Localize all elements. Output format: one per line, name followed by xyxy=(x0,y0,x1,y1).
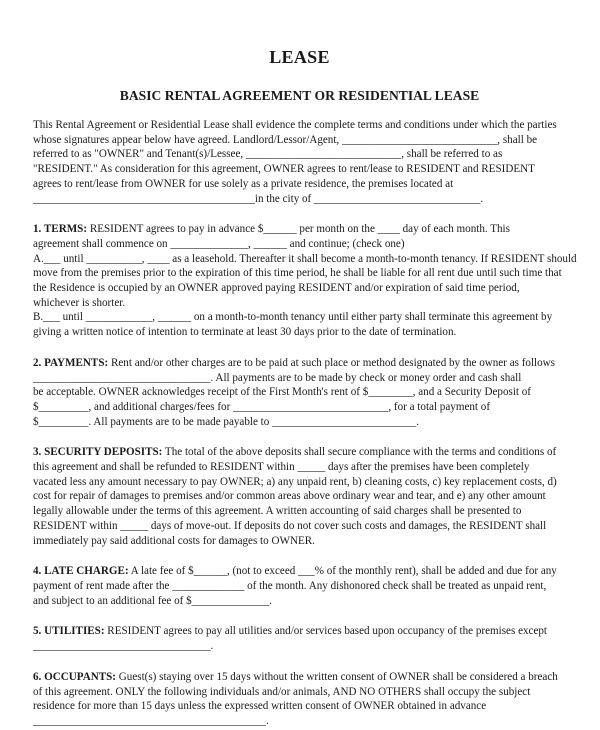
section-line: __________________________________________. xyxy=(33,714,269,727)
intro-line: whose signatures appear below have agreed. Landlord/Lessor/Agent, ____________________________, shall be xyxy=(33,133,538,146)
section-utilities xyxy=(33,624,566,653)
section-line: RESIDENT within _____ days of move-out. If deposits do not cover such costs and damages, the RESIDENT shall xyxy=(33,519,547,532)
section-first-line xyxy=(33,222,566,237)
section-line: B.___ until ____________, ______ on a month-to-month tenancy until either party shall terminate this agreement by xyxy=(33,311,553,324)
section-text: The total of the above deposits shall secure compliance with the terms and conditions of xyxy=(162,446,557,459)
document-subtitle: BASIC RENTAL AGREEMENT OR RESIDENTIAL LEASE xyxy=(119,88,480,103)
section-line: $_________, and additional charges/fees for ____________________________, for a total payment of xyxy=(33,400,491,413)
intro-line: ________________________________________in the city of ______________________________. xyxy=(33,192,484,205)
section-payments xyxy=(33,356,566,430)
section-text: A late fee of $______, (not to exceed ___% of the monthly rent), shall be added and due for any xyxy=(128,565,557,578)
document-title: LEASE xyxy=(269,47,330,67)
section-heading: 2. PAYMENTS: xyxy=(33,356,109,369)
section-line: of this agreement. ONLY the following individuals and/or animals, AND NO OTHERS shall occupy the subject xyxy=(33,685,531,698)
section-line: this agreement and shall be refunded to RESIDENT within _____ days after the premises have been completely xyxy=(33,461,530,474)
section-line: agreement shall commence on ______________, ______ and continue; (check one) xyxy=(33,237,405,250)
section-heading: 6. OCCUPANTS: xyxy=(33,670,116,683)
section-line: vacated less any amount necessary to pay OWNER; a) any unpaid rent, b) cleaning costs, c) key replacement costs, d) xyxy=(33,475,557,488)
section-occupants xyxy=(33,670,566,729)
section-heading: 5. UTILITIES: xyxy=(33,625,105,638)
section-line: and subject to an additional fee of $______________. xyxy=(33,594,273,607)
section-line: legally allowable under the terms of this agreement. A written accounting of said charges shall be presented to xyxy=(33,505,522,518)
section-first-line xyxy=(33,445,566,460)
section-line: be acceptable. OWNER acknowledges receipt of the First Month's rent of $________, and a Security Deposit of xyxy=(33,386,531,399)
intro-paragraph xyxy=(33,118,566,206)
intro-line: "RESIDENT." As consideration for this agreement, OWNER agrees to rent/lease to RESIDENT and RESIDENT xyxy=(33,163,535,176)
section-line: whichever is shorter. xyxy=(33,296,126,309)
section-late-charge xyxy=(33,564,566,608)
section-line: A.___ until __________, ____ as a leasehold. Thereafter it shall become a month-to-month tenancy. If RESIDENT should xyxy=(33,252,577,265)
section-text: Rent and/or other charges are to be paid at such place or method designated by the owner as follows xyxy=(108,356,555,369)
section-first-line xyxy=(33,624,566,639)
section-heading: 4. LATE CHARGE: xyxy=(33,565,129,578)
intro-line: This Rental Agreement or Residential Lease shall evidence the complete terms and conditions under which the parties xyxy=(33,119,557,131)
section-line: ________________________________. All payments are to be made by check or money order and cash shall xyxy=(33,371,522,384)
section-line: giving a written notice of intention to terminate at least 30 days prior to the date of termination. xyxy=(33,326,457,339)
section-line: immediately pay said additional costs for damages to OWNER. xyxy=(33,534,315,547)
section-line: $_________. All payments are to be made payable to __________________________. xyxy=(33,415,420,428)
section-heading: 3. SECURITY DEPOSITS: xyxy=(33,446,163,459)
section-security-deposits xyxy=(33,445,566,548)
section-line: cost for repair of damages to premises and/or common areas above ordinary wear and tear, and e) any other amount xyxy=(33,490,546,503)
section-text: RESIDENT agrees to pay all utilities and/or services based upon occupancy of the premises except xyxy=(104,625,548,638)
section-terms xyxy=(33,222,577,340)
section-first-line xyxy=(33,356,566,371)
section-text: RESIDENT agrees to pay in advance $______ per month on the ____ day of each month. This xyxy=(87,223,510,236)
section-line: residence for more than 15 days unless the expressed written consent of OWNER obtained in advance xyxy=(33,700,487,713)
section-text: Guest(s) staying over 15 days without the written consent of OWNER shall be considered a breach xyxy=(116,670,558,683)
section-first-line xyxy=(33,564,566,579)
section-line: move from the premises prior to the expiration of this time period, he shall be liable for all rent due until such time that xyxy=(33,267,562,280)
section-first-line xyxy=(33,670,566,685)
section-heading: 1. TERMS: xyxy=(33,223,88,236)
intro-line: agrees to rent/lease from OWNER for use solely as a private residence, the premises located at xyxy=(33,177,454,190)
section-line: payment of rent made after the _____________ of the month. Any dishonored check shall be treated as unpaid rent, xyxy=(33,579,547,592)
section-line: the Residence is occupied by an OWNER approved paying RESIDENT and/or expiration of said time period, xyxy=(33,282,520,295)
section-line: ________________________________. xyxy=(33,640,214,653)
intro-line: referred to as "OWNER" and Tenant(s)/Lessee, ____________________________, shall be referred to as xyxy=(33,148,503,161)
